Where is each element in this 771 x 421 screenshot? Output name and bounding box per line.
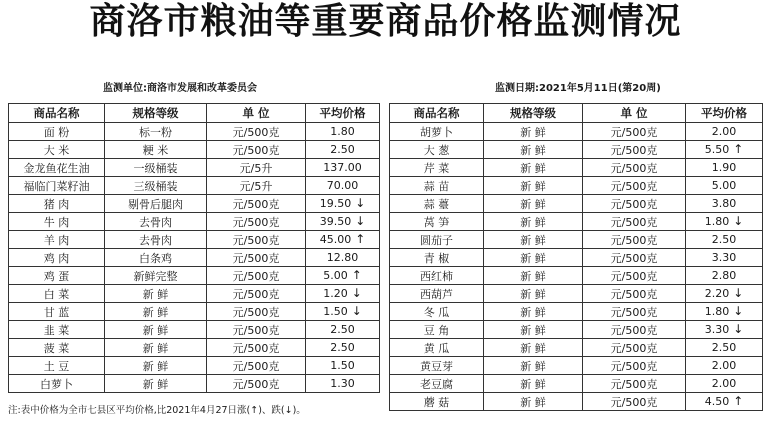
cell-grade: 新 鲜 (484, 123, 583, 141)
cell-price (686, 357, 763, 375)
cell-price (306, 159, 380, 177)
table-row (9, 285, 380, 303)
cell-name: 蒜 薹 (390, 195, 484, 213)
cell-unit: 元/500克 (207, 339, 306, 357)
cell-grade: 一级桶装 (105, 159, 207, 177)
price-value: 1.50 (330, 359, 355, 372)
table-row (390, 195, 763, 213)
cell-price (686, 375, 763, 393)
table-row (9, 141, 380, 159)
cell-name: 鸡 蛋 (9, 267, 105, 285)
cell-price (686, 249, 763, 267)
cell-price (686, 267, 763, 285)
table-row (390, 123, 763, 141)
cell-price (686, 213, 763, 231)
cell-grade: 新 鲜 (484, 231, 583, 249)
cell-unit: 元/500克 (583, 303, 686, 321)
table-body-right (390, 123, 763, 411)
table-row (9, 123, 380, 141)
price-value: 2.50 (330, 323, 355, 336)
cell-name: 白 菜 (9, 285, 105, 303)
cell-unit: 元/500克 (583, 393, 686, 411)
cell-price (686, 141, 763, 159)
cell-grade: 新鲜完整 (105, 267, 207, 285)
cell-grade: 新 鲜 (105, 285, 207, 303)
cell-unit: 元/500克 (207, 285, 306, 303)
table-row (9, 195, 380, 213)
price-value: 19.50 (319, 197, 352, 210)
cell-grade: 粳 米 (105, 141, 207, 159)
cell-price (306, 321, 380, 339)
table-row (390, 339, 763, 357)
cell-unit: 元/500克 (207, 357, 306, 375)
table-body-left (9, 123, 380, 393)
cell-name: 土 豆 (9, 357, 105, 375)
cell-unit: 元/5升 (207, 159, 306, 177)
cell-grade: 新 鲜 (484, 195, 583, 213)
cell-unit: 元/500克 (583, 249, 686, 267)
table-row (9, 375, 380, 393)
cell-unit: 元/500克 (207, 123, 306, 141)
price-value: 70.00 (326, 179, 359, 192)
cell-name: 羊 肉 (9, 231, 105, 249)
cell-name: 菠 菜 (9, 339, 105, 357)
cell-grade: 新 鲜 (484, 339, 583, 357)
cell-grade: 新 鲜 (484, 303, 583, 321)
price-value: 2.50 (711, 341, 737, 354)
price-value: 2.80 (711, 269, 737, 282)
cell-name: 大 米 (9, 141, 105, 159)
cell-price (686, 177, 763, 195)
cell-price (306, 357, 380, 375)
cell-price (306, 141, 380, 159)
price-value: 1.90 (711, 161, 737, 174)
arrow-down-icon: ↓ (733, 214, 744, 228)
cell-price (306, 285, 380, 303)
table-row (9, 267, 380, 285)
cell-unit: 元/500克 (583, 267, 686, 285)
cell-name: 牛 肉 (9, 213, 105, 231)
cell-price (306, 249, 380, 267)
arrow-down-icon: ↓ (733, 286, 744, 300)
cell-price (306, 231, 380, 249)
arrow-down-icon: ↓ (733, 304, 744, 318)
header-price: 平均价格 (306, 104, 380, 123)
cell-grade: 新 鲜 (484, 393, 583, 411)
cell-name: 老豆腐 (390, 375, 484, 393)
table-row (390, 213, 763, 231)
table-row (390, 357, 763, 375)
cell-grade: 新 鲜 (484, 285, 583, 303)
cell-unit: 元/500克 (207, 141, 306, 159)
cell-unit: 元/500克 (207, 375, 306, 393)
table-row (390, 393, 763, 411)
cell-grade: 新 鲜 (484, 321, 583, 339)
cell-name: 豆 角 (390, 321, 484, 339)
table-row (390, 231, 763, 249)
cell-unit: 元/500克 (207, 213, 306, 231)
price-table-right (389, 103, 763, 411)
cell-unit: 元/500克 (207, 303, 306, 321)
cell-name: 黄豆芽 (390, 357, 484, 375)
cell-unit: 元/500克 (207, 231, 306, 249)
price-value: 1.20 (323, 287, 348, 300)
price-table-left (8, 103, 380, 393)
cell-name: 韭 菜 (9, 321, 105, 339)
price-value: 5.00 (711, 179, 737, 192)
header-unit: 单 位 (207, 104, 306, 123)
cell-unit: 元/500克 (583, 321, 686, 339)
cell-unit: 元/5升 (207, 177, 306, 195)
arrow-down-icon: ↓ (355, 196, 366, 210)
cell-price (686, 393, 763, 411)
cell-grade: 去骨肉 (105, 231, 207, 249)
price-value: 2.00 (711, 125, 737, 138)
cell-name: 福临门菜籽油 (9, 177, 105, 195)
price-value: 137.00 (323, 161, 362, 174)
arrow-up-icon: ↑ (351, 268, 362, 282)
cell-name: 圆茄子 (390, 231, 484, 249)
price-value: 12.80 (326, 251, 359, 264)
cell-price (686, 195, 763, 213)
cell-price (306, 303, 380, 321)
header-price: 平均价格 (686, 104, 763, 123)
cell-name: 冬 瓜 (390, 303, 484, 321)
cell-name: 白萝卜 (9, 375, 105, 393)
cell-price (686, 321, 763, 339)
cell-grade: 新 鲜 (484, 375, 583, 393)
cell-name: 黄 瓜 (390, 339, 484, 357)
header-name: 商品名称 (9, 104, 105, 123)
cell-unit: 元/500克 (207, 267, 306, 285)
cell-name: 甘 蓝 (9, 303, 105, 321)
price-value: 5.00 (323, 269, 348, 282)
cell-name: 金龙鱼花生油 (9, 159, 105, 177)
table-row (9, 357, 380, 375)
arrow-up-icon: ↑ (733, 142, 744, 156)
cell-unit: 元/500克 (207, 195, 306, 213)
cell-price (686, 285, 763, 303)
table-row (9, 231, 380, 249)
page-title: 商洛市粮油等重要商品价格监测情况 (89, 1, 682, 42)
cell-price (306, 123, 380, 141)
cell-price (306, 177, 380, 195)
cell-grade: 新 鲜 (484, 141, 583, 159)
table-row (9, 159, 380, 177)
table-row (9, 339, 380, 357)
cell-price (686, 159, 763, 177)
price-value: 39.50 (319, 215, 352, 228)
cell-unit: 元/500克 (583, 357, 686, 375)
cell-unit: 元/500克 (583, 213, 686, 231)
cell-grade: 新 鲜 (105, 357, 207, 375)
cell-price (686, 339, 763, 357)
price-value: 2.20 (704, 287, 730, 300)
cell-name: 芹 菜 (390, 159, 484, 177)
cell-unit: 元/500克 (583, 285, 686, 303)
cell-grade: 新 鲜 (484, 159, 583, 177)
cell-grade: 新 鲜 (484, 249, 583, 267)
price-value: 1.80 (330, 125, 355, 138)
cell-unit: 元/500克 (583, 141, 686, 159)
cell-name: 西红柿 (390, 267, 484, 285)
cell-grade: 标一粉 (105, 123, 207, 141)
cell-grade: 剔骨后腿肉 (105, 195, 207, 213)
price-value: 3.30 (704, 323, 730, 336)
table-header-row (390, 104, 763, 123)
cell-grade: 新 鲜 (105, 303, 207, 321)
price-value: 4.50 (704, 395, 730, 408)
price-value: 1.80 (704, 215, 730, 228)
price-value: 2.50 (330, 143, 355, 156)
header-grade: 规格等级 (105, 104, 207, 123)
cell-grade: 去骨肉 (105, 213, 207, 231)
price-value: 45.00 (319, 233, 352, 246)
cell-unit: 元/500克 (583, 231, 686, 249)
table-header-row (9, 104, 380, 123)
cell-price (306, 339, 380, 357)
cell-name: 西葫芦 (390, 285, 484, 303)
monitor-unit: 监测单位:商洛市发展和改革委员会 (103, 83, 257, 94)
price-value: 5.50 (704, 143, 730, 156)
cell-unit: 元/500克 (583, 195, 686, 213)
cell-grade: 白条鸡 (105, 249, 207, 267)
cell-price (306, 195, 380, 213)
table-row (390, 285, 763, 303)
cell-price (686, 303, 763, 321)
table-row (390, 303, 763, 321)
cell-name: 鸡 肉 (9, 249, 105, 267)
header-name: 商品名称 (390, 104, 484, 123)
cell-name: 青 椒 (390, 249, 484, 267)
header-grade: 规格等级 (484, 104, 583, 123)
cell-name: 胡萝卜 (390, 123, 484, 141)
table-row (9, 213, 380, 231)
cell-price (686, 231, 763, 249)
cell-grade: 新 鲜 (105, 321, 207, 339)
table-row (390, 321, 763, 339)
cell-grade: 新 鲜 (105, 339, 207, 357)
arrow-down-icon: ↓ (351, 286, 362, 300)
table-row (9, 177, 380, 195)
arrow-down-icon: ↓ (733, 322, 744, 336)
cell-unit: 元/500克 (207, 249, 306, 267)
cell-grade: 三级桶装 (105, 177, 207, 195)
price-value: 2.50 (711, 233, 737, 246)
price-value: 1.30 (330, 377, 355, 390)
cell-grade: 新 鲜 (484, 177, 583, 195)
arrow-up-icon: ↑ (355, 232, 366, 246)
cell-price (306, 213, 380, 231)
cell-unit: 元/500克 (583, 177, 686, 195)
cell-grade: 新 鲜 (484, 267, 583, 285)
monitor-date: 监测日期:2021年5月11日(第20周) (495, 83, 661, 94)
cell-grade: 新 鲜 (484, 213, 583, 231)
price-value: 2.00 (711, 359, 737, 372)
footnote: 注:表中价格为全市七县区平均价格,比2021年4月27日涨(↑)、跌(↓)。 (8, 405, 306, 416)
cell-name: 莴 笋 (390, 213, 484, 231)
cell-name: 蒜 苗 (390, 177, 484, 195)
cell-name: 面 粉 (9, 123, 105, 141)
table-row (390, 375, 763, 393)
header-unit: 单 位 (583, 104, 686, 123)
cell-price (306, 267, 380, 285)
arrow-down-icon: ↓ (351, 304, 362, 318)
table-row (390, 177, 763, 195)
table-row (390, 249, 763, 267)
cell-price (686, 123, 763, 141)
table-row (9, 321, 380, 339)
arrow-up-icon: ↑ (733, 394, 744, 408)
price-value: 1.80 (704, 305, 730, 318)
price-value: 2.50 (330, 341, 355, 354)
cell-unit: 元/500克 (583, 159, 686, 177)
cell-unit: 元/500克 (207, 321, 306, 339)
cell-unit: 元/500克 (583, 123, 686, 141)
cell-name: 猪 肉 (9, 195, 105, 213)
price-value: 2.00 (711, 377, 737, 390)
table-row (390, 141, 763, 159)
table-row (390, 159, 763, 177)
price-value: 3.30 (711, 251, 737, 264)
cell-unit: 元/500克 (583, 375, 686, 393)
cell-price (306, 375, 380, 393)
table-row (390, 267, 763, 285)
cell-grade: 新 鲜 (484, 357, 583, 375)
table-row (9, 303, 380, 321)
cell-unit: 元/500克 (583, 339, 686, 357)
price-value: 3.80 (711, 197, 737, 210)
table-row (9, 249, 380, 267)
price-value: 1.50 (323, 305, 348, 318)
cell-name: 大 葱 (390, 141, 484, 159)
arrow-down-icon: ↓ (355, 214, 366, 228)
cell-name: 蘑 菇 (390, 393, 484, 411)
cell-grade: 新 鲜 (105, 375, 207, 393)
